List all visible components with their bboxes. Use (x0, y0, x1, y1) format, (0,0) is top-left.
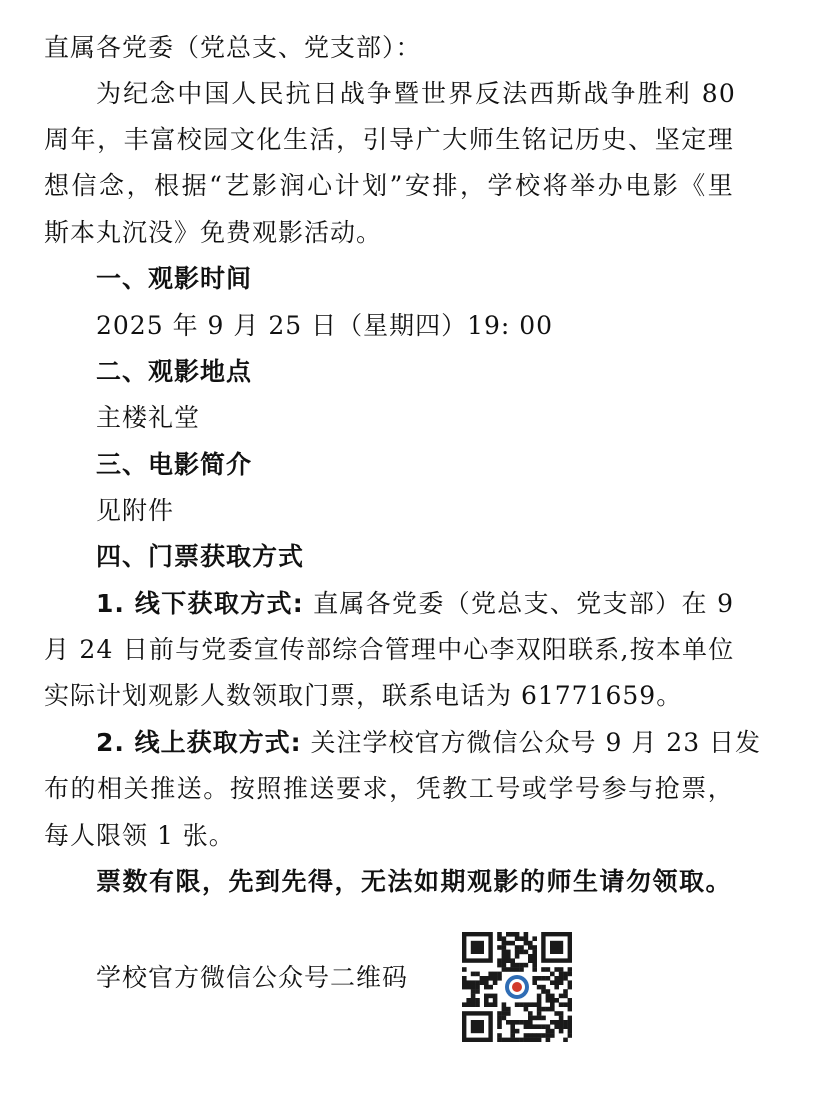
intro-line-3: 想信念，根据“艺影润心计划”安排，学校将举办电影《里 (44, 171, 734, 200)
qr-code-icon (462, 932, 572, 1042)
intro-line-1: 为纪念中国人民抗日战争暨世界反法西斯战争胜利 80 (96, 79, 736, 108)
offline-line-2: 月 24 日前与党委宣传部综合管理中心李双阳联系,按本单位 (44, 635, 735, 664)
offline-line-3: 实际计划观影人数领取门票，联系电话为 61771659。 (44, 681, 683, 710)
online-line-1 (96, 727, 762, 759)
film-intro-value: 见附件 (96, 496, 175, 525)
online-line-2: 布的相关推送。按照推送要求，凭教工号或学号参与抢票， (44, 774, 734, 803)
qr-caption: 学校官方微信公众号二维码 (96, 963, 409, 992)
notice-text: 票数有限，先到先得，无法如期观影的师生请勿领取。 (96, 867, 733, 896)
time-value: 2025 年 9 月 25 日（星期四）19: 00 (96, 311, 554, 340)
offline-text-1: 直属各党委（党总支、党支部）在 9 (303, 589, 734, 618)
intro-line-2: 周年，丰富校园文化生活，引导广大师生铭记历史、坚定理 (44, 125, 734, 154)
offline-label: 1. 线下获取方式: (96, 589, 304, 618)
online-line-3: 每人限领 1 张。 (44, 821, 235, 850)
section-heading-time: 一、观影时间 (96, 264, 253, 293)
section-heading-tickets: 四、门票获取方式 (96, 542, 305, 571)
salutation: 直属各党委（党总支、党支部）： (44, 33, 422, 62)
offline-line-1 (96, 588, 734, 620)
online-text-1: 关注学校官方微信公众号 9 月 23 日发 (301, 728, 762, 757)
section-heading-film-intro: 三、电影简介 (96, 450, 253, 479)
online-label: 2. 线上获取方式: (96, 728, 302, 757)
qr-code (462, 932, 572, 1042)
section-heading-place: 二、观影地点 (96, 357, 253, 386)
intro-line-4: 斯本丸沉没》免费观影活动。 (44, 218, 383, 247)
place-value: 主楼礼堂 (96, 403, 201, 432)
